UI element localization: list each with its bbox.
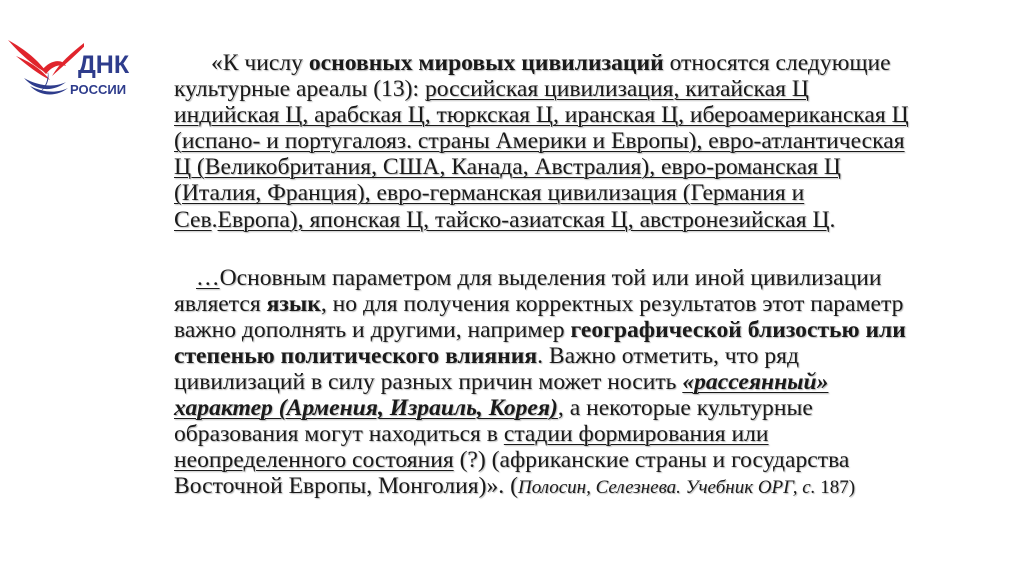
paragraph-line: образования могут находиться в стадии формирования или <box>174 421 769 448</box>
dnk-logo <box>4 26 154 106</box>
paragraph-line: является язык, но для получения корректных результатов этот параметр <box>174 290 904 317</box>
paragraph-line: неопределенного состояния (?) (африканские страны и государства <box>174 447 850 474</box>
paragraph-line: (испано- и португалояз. страны Америки и Европы), евро-атлантическая <box>174 128 905 155</box>
paragraph-line: Ц (Великобритания, США, Канада, Австралия), евро-романская Ц <box>174 154 841 181</box>
logo-subtitle: РОССИИ <box>70 82 127 97</box>
paragraph-line: важно дополнять и другими, например географической близостью или <box>174 316 906 343</box>
paragraph-line: Сев.Европа), японская Ц, тайско-азиатская Ц, австронезийская Ц. <box>174 206 836 233</box>
paragraph-line: Восточной Европы, Монголия)». (Полосин, Селезнева. Учебник ОРГ, с. 187) <box>174 473 856 500</box>
paragraph-line: культурные ареалы (13): российская цивилизация, китайская Ц <box>174 76 809 103</box>
paragraph-line: цивилизаций в силу разных причин может носить «рассеянный» <box>174 369 829 396</box>
paragraph-line: индийская Ц, арабская Ц, тюркская Ц, иранская Ц, ибероамериканская Ц <box>174 102 909 129</box>
paragraph-line: степенью политического влияния. Важно отметить, что ряд <box>174 342 799 369</box>
logo-title: ДНК <box>78 51 130 79</box>
paragraph-line: «К числу основных мировых цивилизаций относятся следующие <box>211 50 891 76</box>
main-text <box>174 50 974 502</box>
paragraph-line: (Италия, Франция), евро-германская цивилизация (Германия и <box>174 180 805 207</box>
paragraph-line: характер (Армения, Израиль, Корея), а некоторые культурные <box>174 395 813 422</box>
paragraph-line: …Основным параметром для выделения той или иной цивилизации <box>196 264 882 291</box>
